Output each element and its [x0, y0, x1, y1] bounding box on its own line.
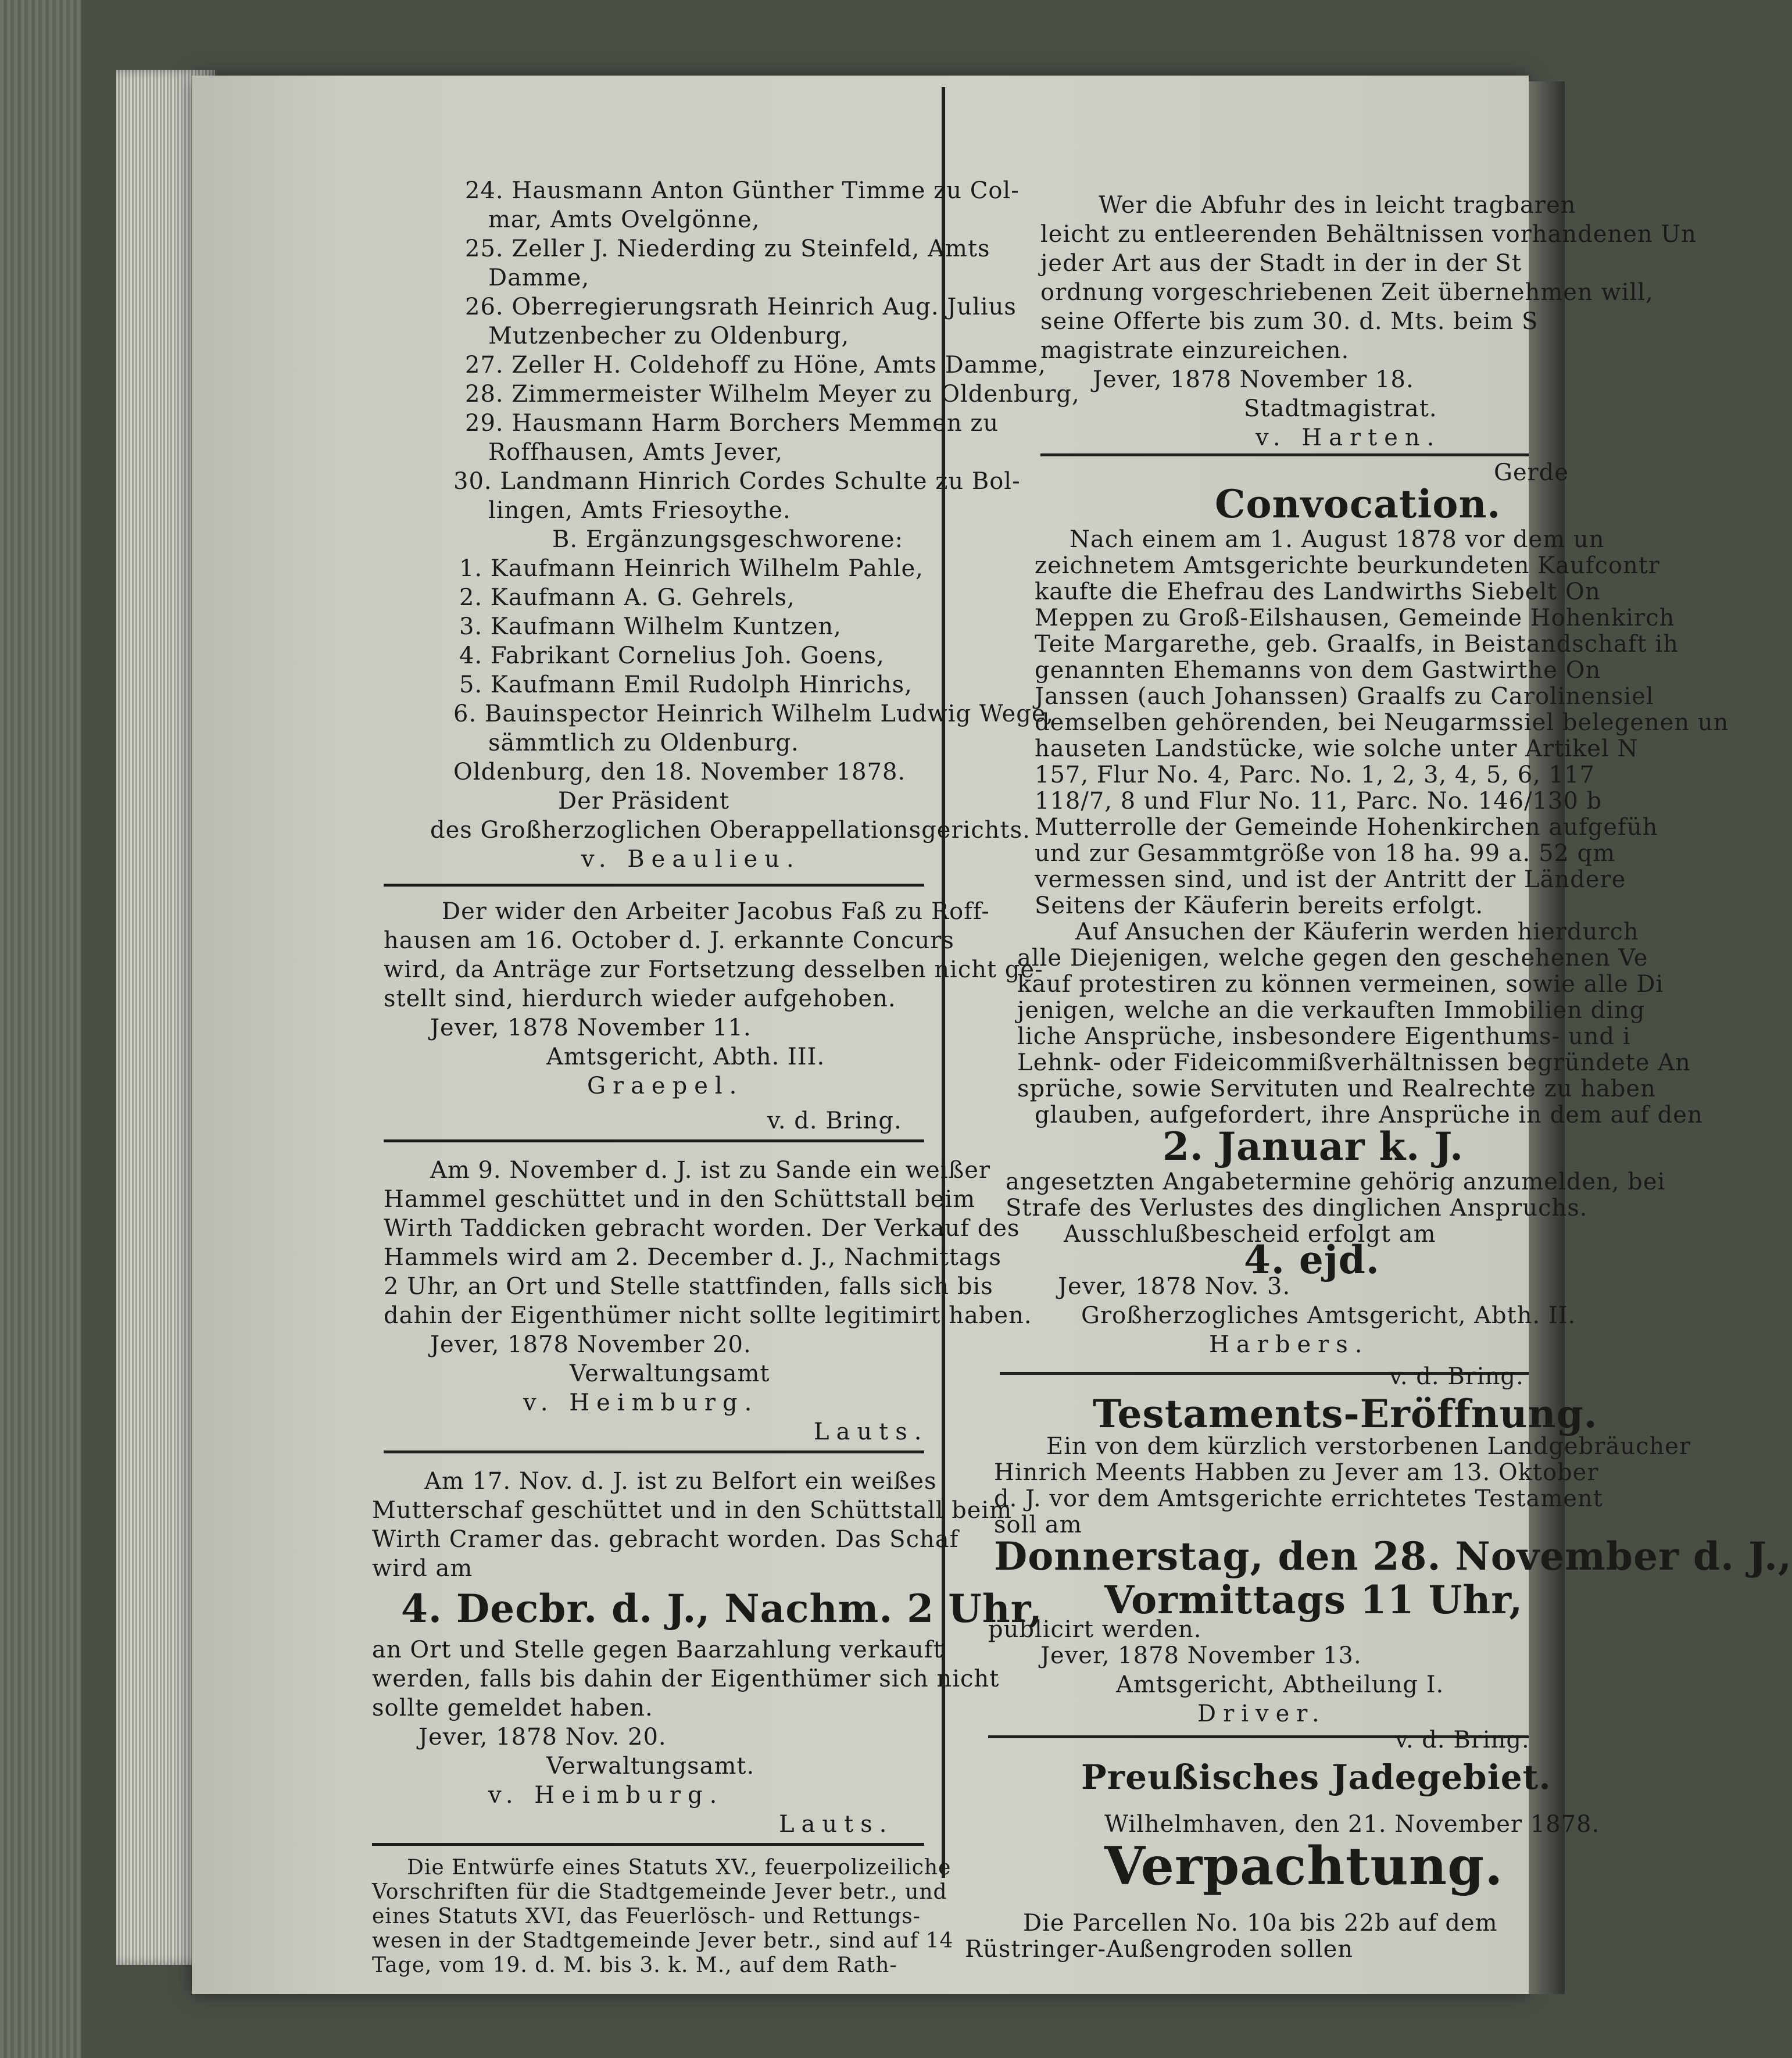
testament-clerk: v. d. Bring.: [1395, 1727, 1530, 1753]
jurors-signature-court: des Großherzoglichen Oberappellationsgerichts.: [430, 817, 1031, 844]
convocation-title: Convocation.: [1215, 481, 1501, 527]
abfuhr-line1: Wer die Abfuhr des in leicht tragbaren: [1099, 192, 1576, 219]
schaf-auction-date: 4. Decbr. d. J., Nachm. 2 Uhr,: [401, 1586, 1043, 1631]
testament-date-big: Donnerstag, den 28. November d. J.,: [994, 1534, 1792, 1579]
statut-line1: Die Entwürfe eines Statuts XV., feuerpolizeiliche: [407, 1856, 952, 1880]
schaf-line1: Am 17. Nov. d. J. ist zu Belfort ein weißes: [424, 1468, 937, 1495]
abfuhr-line2: leicht zu entleerenden Behältnissen vorhandenen Un: [1040, 221, 1697, 248]
convocation-line: Nach einem am 1. August 1878 vor dem un: [1070, 526, 1605, 553]
testament-line: soll am: [994, 1512, 1082, 1538]
convocation-clerk: v. d. Bring.: [1389, 1363, 1524, 1390]
abfuhr-line3: jeder Art aus der Stadt in der in der St: [1040, 250, 1522, 277]
statut-line5: Tage, vom 19. d. M. bis 3. k. M., auf dem Rath-: [372, 1953, 897, 1977]
hammel-line3: Wirth Taddicken gebracht worden. Der Verkauf des: [384, 1215, 1020, 1242]
concurs-court: Amtsgericht, Abth. III.: [546, 1044, 825, 1070]
testament-line: d. J. vor dem Amtsgerichte errichtetes Testament: [994, 1485, 1603, 1512]
abfuhr-signature: v. Harten.: [1256, 424, 1442, 451]
convocation-line: Seitens der Käuferin bereits erfolgt.: [1035, 892, 1484, 919]
convocation-line: Teite Margarethe, geb. Graalfs, in Beistandschaft ih: [1035, 631, 1679, 658]
verpachtung-title: Verpachtung.: [1104, 1835, 1504, 1897]
abfuhr-line5: seine Offerte bis zum 30. d. Mts. beim S: [1040, 308, 1539, 335]
section-rule: [1040, 453, 1529, 456]
concurs-line1: Der wider den Arbeiter Jacobus Faß zu Roff-: [442, 898, 990, 925]
hammel-line6: dahin der Eigenthümer nicht sollte legitimirt haben.: [384, 1302, 1032, 1329]
section-rule: [384, 884, 924, 887]
schaf-date: Jever, 1878 Nov. 20.: [419, 1724, 667, 1750]
juror-30-line2: lingen, Amts Friesoythe.: [488, 497, 791, 524]
abfuhr-date: Jever, 1878 November 18.: [1093, 366, 1414, 393]
convocation-court: Großherzogliches Amtsgericht, Abth. II.: [1081, 1302, 1576, 1329]
juror-b-residence: sämmtlich zu Oldenburg.: [488, 730, 799, 756]
concurs-clerk: v. d. Bring.: [767, 1107, 902, 1134]
convocation-line: 118/7, 8 und Flur No. 11, Parc. No. 146/130 b: [1035, 788, 1603, 814]
schaf-line6: werden, falls bis dahin der Eigenthümer sich nicht: [372, 1666, 1000, 1692]
preussen-date: Wilhelmhaven, den 21. November 1878.: [1104, 1811, 1600, 1838]
convocation-line: kaufte die Ehefrau des Landwirths Siebelt On: [1035, 578, 1601, 605]
convocation-line: zeichnetem Amtsgerichte beurkundeten Kaufcontr: [1035, 552, 1660, 579]
concurs-line2: hausen am 16. October d. J. erkannte Concurs: [384, 927, 954, 954]
convocation-line: und zur Gesammtgröße von 18 ha. 99 a. 52 qm: [1035, 840, 1616, 867]
schaf-line4: wird am: [372, 1555, 473, 1582]
convocation-line: glauben, aufgefordert, ihre Ansprüche in dem auf den: [1035, 1102, 1703, 1128]
abfuhr-line6: magistrate einzureichen.: [1040, 337, 1350, 364]
testament-judge: Driver.: [1197, 1700, 1326, 1727]
concurs-judge: Graepel.: [587, 1073, 744, 1099]
convocation-line: 157, Flur No. 4, Parc. No. 1, 2, 3, 4, 5, 6, 117: [1035, 762, 1595, 788]
convocation-line: Mutterrolle der Gemeinde Hohenkirchen aufgefüh: [1035, 814, 1658, 841]
testament-court: Amtsgericht, Abtheilung I.: [1116, 1671, 1444, 1698]
hammel-line5: 2 Uhr, an Ort und Stelle stattfinden, falls sich bis: [384, 1273, 993, 1300]
convocation-line: Janssen (auch Johanssen) Graalfs zu Carolinensiel: [1035, 683, 1654, 710]
schaf-line3: Wirth Cramer das. gebracht worden. Das Schaf: [372, 1526, 959, 1553]
juror-b-5: 5. Kaufmann Emil Rudolph Hinrichs,: [459, 671, 913, 698]
juror-b-1: 1. Kaufmann Heinrich Wilhelm Pahle,: [459, 555, 924, 582]
convocation-line: vermessen sind, und ist der Antritt der Ländere: [1035, 866, 1626, 893]
jurors-signature-name: v. Beaulieu.: [581, 846, 801, 873]
statut-line4: wesen in der Stadtgemeinde Jever betr., sind auf 14: [372, 1929, 954, 1953]
jurors-place-date: Oldenburg, den 18. November 1878.: [453, 759, 906, 785]
abfuhr-line4: ordnung vorgeschriebenen Zeit übernehmen will,: [1040, 279, 1654, 306]
convocation-line: demselben gehörenden, bei Neugarmssiel belegenen un: [1035, 709, 1729, 736]
convocation-line: Ausschlußbescheid erfolgt am: [1064, 1221, 1436, 1248]
hammel-signature: v. Heimburg.: [523, 1389, 759, 1416]
juror-b-2: 2. Kaufmann A. G. Gehrels,: [459, 584, 795, 611]
convocation-line: Strafe des Verlustes des dinglichen Anspruchs.: [1006, 1195, 1588, 1221]
juror-b-3: 3. Kaufmann Wilhelm Kuntzen,: [459, 613, 842, 640]
testament-line: publicirt werden.: [988, 1616, 1202, 1643]
convocation-line: hauseten Landstücke, wie solche unter Artikel N: [1035, 735, 1639, 762]
convocation-line: liche Ansprüche, insbesondere Eigenthums- und i: [1017, 1023, 1631, 1050]
convocation-line: Lehnk- oder Fideicommißverhältnissen begründete An: [1017, 1049, 1691, 1076]
convocation-line: sprüche, sowie Servituten und Realrechte zu haben: [1017, 1076, 1656, 1102]
statut-line2: Vorschriften für die Stadtgemeinde Jever betr., und: [372, 1880, 947, 1904]
preussen-title: Preußisches Jadegebiet.: [1081, 1757, 1551, 1797]
juror-24-line1: 24. Hausmann Anton Günther Timme zu Col-: [465, 177, 1020, 204]
concurs-line3: wird, da Anträge zur Fortsetzung desselben nicht ge-: [384, 956, 1043, 983]
convocation-exclusion-date: 4. ejd.: [1244, 1237, 1380, 1282]
convocation-line: genannten Ehemanns von dem Gastwirthe On: [1035, 657, 1601, 684]
scanner-background: [0, 0, 81, 2058]
hammel-office: Verwaltungsamt: [570, 1360, 770, 1387]
schaf-clerk: Lauts.: [779, 1811, 894, 1838]
testament-time-big: Vormittags 11 Uhr,: [1104, 1577, 1523, 1623]
concurs-date: Jever, 1878 November 11.: [430, 1014, 752, 1041]
juror-29-line2: Roffhausen, Amts Jever,: [488, 439, 784, 466]
convocation-term-date: 2. Januar k. J.: [1163, 1124, 1464, 1169]
testament-date: Jever, 1878 November 13.: [1040, 1642, 1362, 1669]
statut-line3: eines Statuts XVI, das Feuerlösch- und Rettungs-: [372, 1905, 921, 1928]
juror-28: 28. Zimmermeister Wilhelm Meyer zu Oldenburg,: [465, 381, 1080, 408]
schaf-line2: Mutterschaf geschüttet und in den Schüttstall beim: [372, 1497, 1013, 1524]
hammel-line4: Hammels wird am 2. December d. J., Nachmittags: [384, 1244, 1001, 1271]
juror-29-line1: 29. Hausmann Harm Borchers Memmen zu: [465, 410, 999, 437]
schaf-line7: sollte gemeldet haben.: [372, 1695, 653, 1721]
convocation-date: Jever, 1878 Nov. 3.: [1058, 1273, 1291, 1300]
abfuhr-clerk: Gerde: [1494, 459, 1569, 486]
hammel-date: Jever, 1878 November 20.: [430, 1331, 752, 1358]
juror-26-line1: 26. Oberregierungsrath Heinrich Aug. Julius: [465, 294, 1017, 320]
juror-26-line2: Mutzenbecher zu Oldenburg,: [488, 323, 850, 349]
concurs-line4: stellt sind, hierdurch wieder aufgehoben.: [384, 985, 896, 1012]
convocation-line: alle Diejenigen, welche gegen den geschehenen Ve: [1017, 945, 1648, 971]
schaf-office: Verwaltungsamt.: [546, 1753, 755, 1780]
juror-b-4: 4. Fabrikant Cornelius Joh. Goens,: [459, 642, 885, 669]
convocation-line: jenigen, welche an die verkauften Immobilien ding: [1017, 997, 1646, 1024]
verpachtung-line: Die Parcellen No. 10a bis 22b auf dem: [1023, 1910, 1498, 1936]
juror-b-6: 6. Bauinspector Heinrich Wilhelm Ludwig Wege,: [453, 701, 1054, 727]
testament-line: Ein von dem kürzlich verstorbenen Landgebräucher: [1046, 1433, 1691, 1460]
convocation-line: kauf protestiren zu können vermeinen, sowie alle Di: [1017, 971, 1664, 998]
juror-25-line1: 25. Zeller J. Niederding zu Steinfeld, Amts: [465, 235, 990, 262]
schaf-line5: an Ort und Stelle gegen Baarzahlung verkauft: [372, 1637, 943, 1663]
juror-25-line2: Damme,: [488, 265, 590, 291]
hammel-line2: Hammel geschüttet und in den Schüttstall beim: [384, 1186, 976, 1213]
testament-title: Testaments-Eröffnung.: [1093, 1391, 1598, 1437]
jurors-b-heading: B. Ergänzungsgeschworene:: [552, 526, 904, 553]
schaf-signature: v. Heimburg.: [488, 1782, 724, 1809]
hammel-line1: Am 9. November d. J. ist zu Sande ein weißer: [430, 1157, 991, 1184]
section-rule: [384, 1139, 924, 1142]
testament-line: Hinrich Meents Habben zu Jever am 13. Oktober: [994, 1459, 1599, 1486]
juror-24-line2: mar, Amts Ovelgönne,: [488, 206, 760, 233]
section-rule: [384, 1450, 924, 1453]
hammel-clerk: Lauts.: [814, 1419, 929, 1445]
section-rule: [372, 1843, 924, 1846]
juror-30-line1: 30. Landmann Hinrich Cordes Schulte zu Bol-: [453, 468, 1021, 495]
jurors-signature-title: Der Präsident: [558, 788, 729, 814]
convocation-line: Meppen zu Groß-Eilshausen, Gemeinde Hohenkirch: [1035, 605, 1675, 631]
convocation-judge: Harbers.: [1209, 1331, 1369, 1358]
convocation-line: angesetzten Angabetermine gehörig anzumelden, bei: [1006, 1169, 1666, 1195]
verpachtung-line: Rüstringer-Außengroden sollen: [965, 1936, 1354, 1963]
abfuhr-office: Stadtmagistrat.: [1244, 395, 1437, 422]
juror-27: 27. Zeller H. Coldehoff zu Höne, Amts Damme,: [465, 352, 1046, 378]
convocation-line: Auf Ansuchen der Käuferin werden hierdurch: [1075, 919, 1639, 945]
